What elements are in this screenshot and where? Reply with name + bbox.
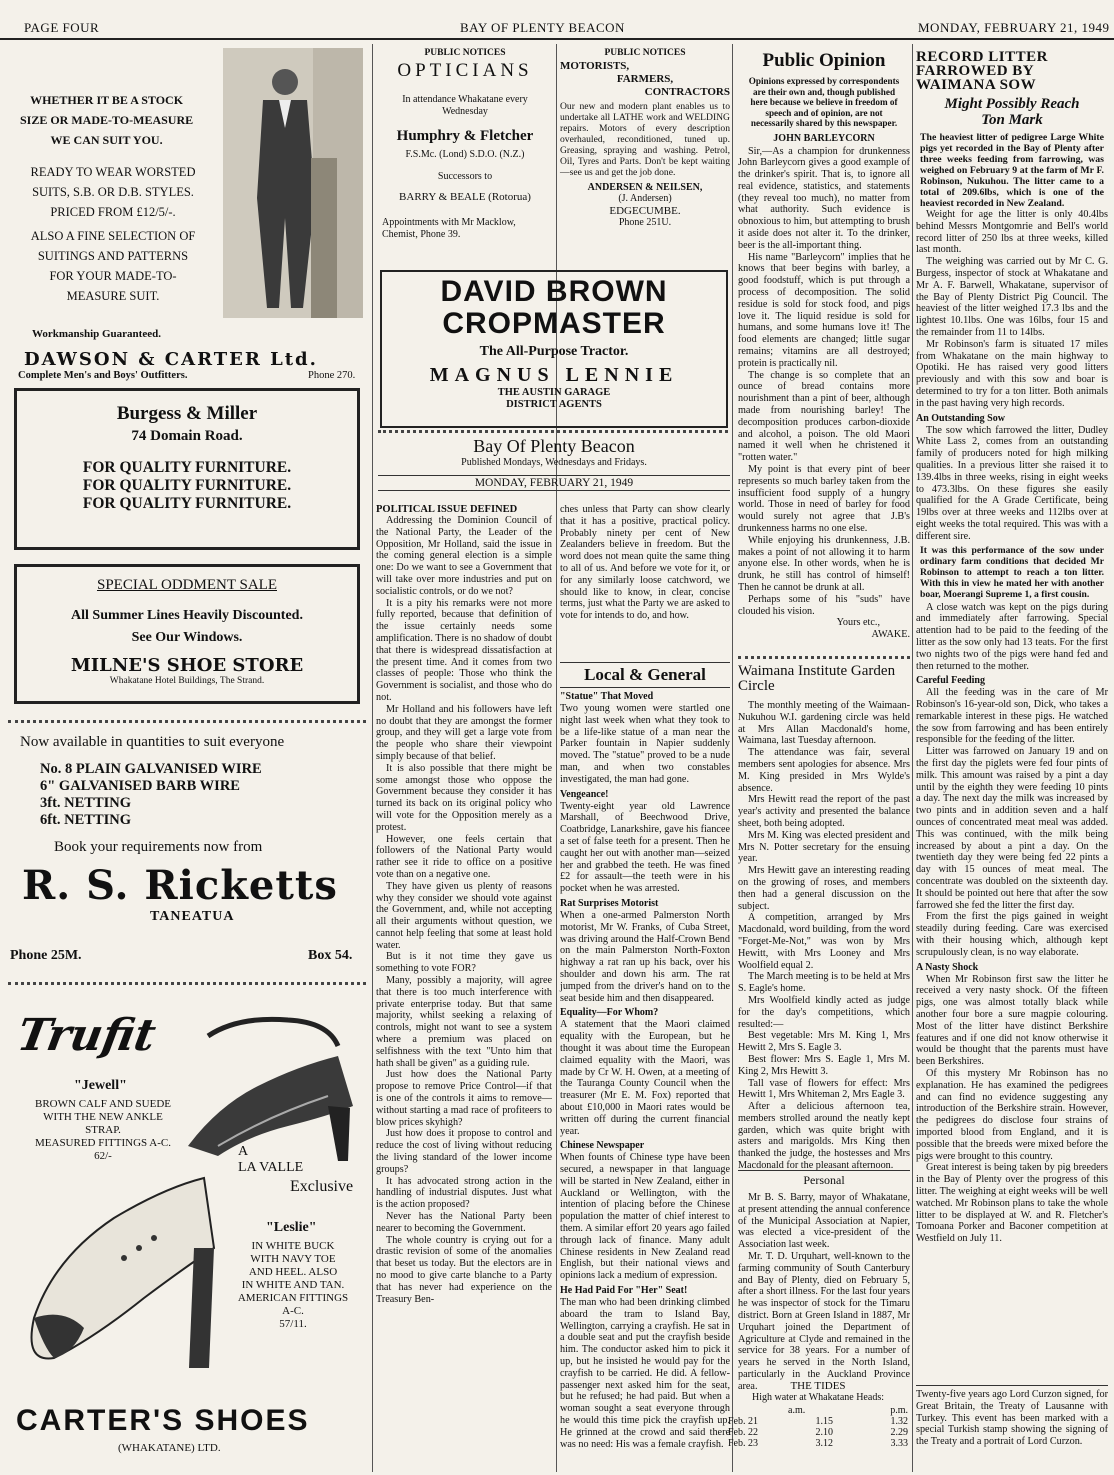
ricketts-logo: R. S. Ricketts [22,862,338,909]
ad-text: Complete Men's and Boys' Outfitters. [18,370,188,381]
paragraph: The weighing was carried out by Mr C. G. Burgess, inspector of stock at Whakatane and Mr A. F. Barwell, Whakatane, supervisor of the Bay of Plenty District Pig Council. The heaviest of the litter weighed 17.3 lbs and the lightest 10.1lbs. One was 16lbs, four 15 and the remainder from 11 to 14lbs. [916,256,1108,338]
table-title: THE TIDES [790,1380,846,1392]
paragraph: Many, possibly a majority, will agree that there is too much interference with private enterprise today. But that same majority, whilst seeking a relaxing of controls, might not want to see a system where a premium was placed on selfishness with the text "Unto him that hath shall be given" as a guiding rule. [376,975,552,1069]
paragraph: Great interest is being taken by pig breeders in the Bay of Plenty over the progress of this litter. The weighing at eight weeks will be well watched. Mr Robinson plans to take the whole litter to be displayed at W. and R. Fletcher's Tomoana Porker and Baconer competition at Westfield on July 11. [916,1162,1108,1245]
notice-title: FARMERS, [616,73,674,85]
ad-text: ALSO A FINE SELECTION OF [30,229,196,243]
notice-firm: Humphry & Fletcher [396,128,534,144]
section-title: Public Opinion [762,50,886,71]
paragraph: Sir,—As a champion for drunkenness John Barleycorn gives a good example of the drinker's spirit. That is, to ignore all real evidence, statistics, and statements (they reveal too much), no matter from what authority. Such evidence is obnoxious to him, but attempting to brush it aside does not alter it. To the drinker, beer is the all-important thing. [738,145,910,251]
paragraph: Of this mystery Mr Robinson has no explanation. He has examined the pedigrees and can find no evidence suggesting any introduction of the Berkshire strain. However, the pedigrees do disclose four strains of imported blood from England, and it is possible that the breeds were mixed before the pigs were brought to this country. [916,1068,1108,1162]
paragraph: From the first the pigs gained in weight steadily during feeding. Care was exercised with their housing which, although kept scrupulously clean, is no way elaborate. [916,911,1108,958]
ad-text: WITH THE NEW ANKLE [43,1111,163,1123]
product-line: No. 8 PLAIN GALVANISED WIRE [40,761,262,777]
table-row [726,1438,910,1449]
ad-text: FOR YOUR MADE-TO- [49,269,177,283]
ad-text: The All-Purpose Tractor. [479,344,629,359]
table-row [726,1427,910,1438]
ricketts-ad [8,730,366,980]
ad-text: IN WHITE BUCK [251,1240,335,1252]
ad-phone: Phone 25M. [10,948,82,963]
tide-date: Feb. 23 [728,1438,758,1449]
ad-text: SUITS, S.B. OR D.B. STYLES. [32,185,194,199]
notice-text: Appointments with Mr Macklow, Chemist, Phone 39. [382,217,516,240]
dawson-carter-ad [8,44,366,381]
column-header: a.m. [788,1405,806,1416]
item-body: When a one-armed Palmerston North motorist, Mr W. Franks, of Cuba Street, was driving around the Half-Crown Bend on the main Palmerston North-Foxton highway a rat ran up his back, over his shoulder and down his arm. The rat jumped from the driver's hand on to the seat beside him and then disappeared. [560,909,730,1004]
ad-box: Box 54. [308,948,353,963]
masthead-date: MONDAY, FEBRUARY 21, 1949 [378,475,730,491]
ad-address: 74 Domain Road. [131,428,243,444]
item-body: Twenty-eight year old Lawrence Marshall, of Beechwood Drive, Coatbridge, Lanarkshire, gave his fiancee a set of false teeth for a present. Then he caught her out with another man—seized her and grabbed the teeth. He was fined £2 for assault—the teeth were in his pocket when he was arrested. [560,800,730,895]
dawson-carter-logo: DAWSON & CARTER Ltd. [24,349,318,370]
paragraph: Mr. T. D. Urquhart, well-known to the farming community of South Canterbury and Bay of Plenty, died on February 5, after a short illness. For the last four years he was inspector of stock for the Timaru district. Born at Green Island in 1887, Mr Urquhart joined the Department of Agriculture at Clyde and remained in the service for 38 years. For a number of years he served in the North Island, particularly in the Auckland Province area. [738,1250,910,1392]
ad-title: CROPMASTER [442,307,666,340]
paragraph: Mrs M. King was elected president and Mrs N. Potter secretary for the ensuing year. [738,829,910,865]
article-title: RECORD LITTER FARROWED BY WAIMANA SOW [916,49,1048,93]
ad-text: WHETHER IT BE A STOCK [30,93,184,107]
ad-text: STRAP. [85,1124,121,1136]
ad-address: Whakatane Hotel Buildings, The Strand. [109,676,265,686]
tides-table [726,1380,910,1472]
notice-text: F.S.Mc. (Lond) S.D.O. (N.Z.) [405,149,525,160]
paragraph: Mr Robinson's farm is situated 17 miles from Whakatane on the main highway to Opotiki. He has raised very good litters previously and with this sow and boar is determined to try for a ton litter. Both animals in the past having very high records. [916,338,1108,409]
item-heading: "Statue" That Moved [560,691,654,702]
product-line: 6" GALVANISED BARB WIRE [40,778,240,794]
paragraph: Best flower: Mrs S. Eagle 1, Mrs M. King 2, Mrs Hewitt 3. [738,1053,910,1077]
item-heading: Rat Surprises Motorist [560,897,659,909]
ad-text: WE CAN SUIT YOU. [50,133,163,147]
paragraph: Addressing the Dominion Council of the National Party, the Leader of the Opposition, Mr Holland, said the issue in the coming general election is a simple one: Do we want to see a Government that will take over more industries and put on socialistic controls, or do we not? [376,515,552,597]
item-body: A statement that the Maori claimed equality with the European, but he thought it was about time the European claimed equality with the Maori, was made by Cr W. H. Owen, at a meeting of the Tauranga County Council when the treasurer (Mr E. M. Fox) reported that about £10,000 in Maori rates would be written off during the current financial year. [560,1019,730,1137]
ad-text: DISTRICT AGENTS [506,399,602,410]
ad-title: Burgess & Miller [116,403,258,424]
ad-text: MEASURED FITTINGS A-C. [35,1137,171,1149]
david-brown-ad [380,270,728,428]
opticians-notice [378,48,552,268]
paragraph: All the feeding was in the care of Mr Robinson's 16-year-old son, Dick, who takes a remarkable interest in these pigs. He watched the sow from farrowing and has been entirely responsible for the feeding of the litter. [916,687,1108,746]
ad-text: THE AUSTIN GARAGE [497,387,611,398]
burgess-miller-ad [14,388,360,550]
paragraph: The attendance was fair, several members sent apologies for absence. Mrs M. King presided in Mrs Wylde's absence. [738,747,910,794]
product-line: 3ft. NETTING [40,795,132,811]
paragraph: Litter was farrowed on January 19 and on the first day the piglets were fed four pints of milk. This amount was raised by a pint a day until by the eighth they were feeding 10 pints a day. The next day the milk was increased by two pints and in addition seven and a half ounces of concentrated meat meal was added. This was continued, with the milk being increased by about a pint a day. On the twentieth day they were being fed 22 pints a day with 15 ounces of meat meal. The concentrate was doubled on the sixteenth day. It should be pointed out here that after the sow farrowed she fed the litter the first day. [916,746,1108,911]
political-article [376,504,552,1472]
ad-agent: MAGNUS LENNIE [429,364,679,386]
paragraph: After a delicious afternoon tea, members strolled around the neatly kept garden, which was quite bright with asters and marigolds. Mrs King then thanked the judge, the hostesses and Mrs Macdonald for the pleasant afternoon. [738,1101,910,1172]
page-number: PAGE FOUR [24,20,100,35]
notice-text: Phone 251U. [618,217,672,228]
ad-title: DAVID BROWN [440,275,668,308]
ad-text: WITH NAVY TOE [250,1253,336,1265]
article-text: It was this performance of the sow under ordinary farm conditions that decided Mr Robinson to attempt to reach a ton litter. With this in view he mated her with another boar, Moerangi Supreme 1, a first cousin. [920,544,1104,600]
subhead: Careful Feeding [916,675,985,687]
ad-text: FOR QUALITY FURNITURE. [82,459,292,476]
carters-shoes-logo: CARTER'S SHOES [16,1404,310,1437]
paragraph: Mr Holland and his followers have left no doubt that they are amongst the former group, and they will get a large vote from the people who share their viewpoint simply because of that belief. [376,703,552,762]
paragraph: Never has the National Party been nearer to becoming the Government. [376,1211,552,1234]
notice-text: (J. Andersen) [618,193,672,204]
tide-date: Feb. 21 [728,1416,758,1427]
paragraph: Tall vase of flowers for effect: Mrs Hewitt 1, Mrs Whiteman 2, Mrs Eagle 3. [738,1077,910,1101]
notice-text: Successors to [437,171,493,182]
paragraph: Mr B. S. Barry, mayor of Whakatane, at present attending the annual conference of the Municipal Association at Napier, was elected a vice-president of the Association last week. [738,1192,910,1251]
ad-text: See Our Windows. [131,630,243,645]
item-heading: He Had Paid For "Her" Seat! [560,1285,688,1297]
column-header: p.m. [890,1405,908,1416]
ad-text: MEASURE SUIT. [66,289,160,303]
letter-body [738,146,910,618]
paragraph: The sow which farrowed the litter, Dudley White Lass 2, comes from an outstanding family of producers noted for high milking qualities. In a previous litter she raised it to 139.4lbs in three weeks, rising in eight weeks to 473.3lbs. On these figures she easily qualified for the A Grade Certificate, being 19lbs over at three weeks and 112lbs over at eight weeks the total required. This was with a different sire. [916,424,1108,542]
item-body: Two young women were startled one night last week when what they took to be a life-like statue of a man near the Parker fountain in Napier suddenly moved. The "statue" proved to be a nude man, and when two constables investigated, the man had gone. [560,703,730,785]
local-general-section [560,662,730,1472]
ad-text: AND HEEL. ALSO [248,1266,338,1278]
tide-pm: 3.33 [890,1438,908,1449]
product-line: 6ft. NETTING [40,812,132,828]
notice-title: OPTICIANS [397,60,533,81]
masthead [378,436,730,498]
paragraph: It is also possible that there might be some amongst those who oppose the Government because they consider it has turned its back on its original policy who will vote for the Opposition merely as a protest. [376,762,552,833]
table-row [726,1416,910,1427]
shoe-name: "Jewell" [74,1078,127,1093]
ad-text: All Summer Lines Heavily Discounted. [71,608,303,623]
notice-text: Our new and modern plant enables us to undertake all LATHE work and WELDING repairs. Motors of every description overhauled, reconditioned, tuned up. Greasing, spraying and washing. Petrol, Oil, Tyres and Parts. Don't be kept waiting—see us and get the job done. [560,101,730,178]
article-body [738,700,910,1172]
public-opinion-section [738,50,910,654]
section-title: Local & General [560,662,730,688]
paragraph: Just how does the National Party propose to remove Price Control—if that is one of the controls it aims to remove—without starting a mad race of profiteers to blow prices skyhigh? [376,1069,552,1128]
article-body: ches unless that Party can show clearly that it has a positive, practical policy. Probably ninety per cent of New Zealanders believe in freedom. But the word does not mean quite the same thing to all of us. And before we vote for it, or for any similarly loose catchword, we should like to know, in clear, concise terms, just what the Party we are asked to vote for intends to do, and how. [560,504,730,622]
page-header [0,0,1114,40]
paragraph: However, one feels certain that followers of the National Party would rather see it ride to office on a positive vote than on a negative one. [376,833,552,880]
ad-text: A-C. [282,1305,304,1317]
article-lead: The heaviest litter of pedigree Large White pigs yet recorded in the Bay of Plenty after three weeks feeding from farrowing, was weighed on February 9 at the farm of Mr F. Robinson, Nukuhou. The litter came to a total of 209.6lbs, which is one of the heaviest recorded in New Zealand. [920,132,1104,209]
tide-pm: 2.29 [890,1427,908,1438]
paragraph: A close watch was kept on the pigs during and immediately after farrowing. Special attention had to be paid to the feeding of the litter as the sow only had 13 teats. For the first two nights two of the pigs were hand fed and then returned to the mother. [916,601,1108,672]
tide-pm: 1.32 [890,1416,908,1427]
curzon-note [916,1385,1108,1471]
paragraph: Mrs Woolfield kindly acted as judge for the day's competitions, which resulted:— [738,994,910,1030]
paragraph: Weight for age the litter is only 40.4lbs behind Messrs Montgomrie and Bell's world record litter of 250 lbs at three weeks, killed last month. [916,209,1108,256]
letter-signature: AWAKE. [871,629,910,641]
paragraph: A competition, arranged by Mrs Macdonald, word building, from the word "Forget-Me-Not," was won by Mrs Hewitt, with Mrs Looney and Mrs Woolfield equal 2. [738,912,910,971]
section-title: Personal [738,1170,910,1188]
notice-text: EDGECUMBE. [609,205,681,217]
ad-text: Workmanship Guaranteed. [32,328,161,340]
ad-logo: MILNE'S SHOE STORE [70,655,304,676]
ad-text: FOR QUALITY FURNITURE. [82,477,292,494]
item-heading: Chinese Newspaper [560,1140,645,1152]
masthead-text: Published Mondays, Wednesdays and Fridays. [461,457,647,468]
item-heading: Equality—For Whom? [560,1007,659,1019]
article-body [738,1192,910,1393]
paragraph: Mrs Hewitt read the report of the past year's activity and presented the balance sheet, both being adopted. [738,794,910,829]
notice-label: PUBLIC NOTICES [424,48,506,58]
item-heading: Vengeance! [560,788,609,800]
article-title: POLITICAL ISSUE DEFINED [376,504,518,515]
article-text: Twenty-five years ago Lord Curzon signed, for Great Britain, the Treaty of Lausanne with Turkey. This event has been marked with a special Turkish stamp showing the signing of the Treaty and a portrait of Lord Curzon. [916,1385,1108,1448]
notice-label: PUBLIC NOTICES [604,48,686,58]
paragraph: Best vegetable: Mrs M. King 1, Mrs Hewitt 2, Mrs S. Eagle 3. [738,1030,910,1054]
paragraph: My point is that every pint of beer represents so much barley taken from the insufficient food supply of a hungry world. Those in need of barley for food would surely not agree that J.B's drunkenness harms no one else. [738,464,910,534]
article-subtitle: Might Possibly Reach Ton Mark [944,96,1080,128]
notice-title: MOTORISTS, [560,60,630,72]
table-subtitle: High water at Whakatane Heads: [752,1392,884,1403]
jewell-shoe-illustration [178,996,363,1166]
paragraph: While enjoying his drunkenness, J.B. makes a point of not allowing it to harm anyone else. In other words, when he is drunk, he still has control of himself! Then he cannot be drunk at all. [738,534,910,593]
ad-text: READY TO WEAR WORSTED [30,165,196,179]
paragraph: When Mr Robinson first saw the litter he received a very nasty shock. Of the fifteen pigs, one was almost totally black while another four bore a sure magpie colouring. Most of the litter have distinct Berkshire features and if one did not know otherwise it would be thought that the parents must have been Berkshires. [916,973,1108,1068]
paragraph: Perhaps some of his "suds" have clouded his vision. [738,593,910,617]
notice-text: BARRY & BEALE (Rotorua) [399,191,531,203]
paragraph: It has advocated strong action in the handling of industrial disputes. Just what is the action proposed? [376,1175,552,1211]
la-valle-logo: LA VALLE [238,1160,304,1175]
letter-subject: JOHN BARLEYCORN [773,132,875,144]
waimana-garden-circle [738,663,910,1172]
ad-text: Exclusive [290,1178,354,1195]
subhead: A Nasty Shock [916,961,979,973]
article-title: Waimana Institute Garden Circle [738,663,896,694]
tide-am: 1.15 [815,1416,833,1427]
man-in-suit-illustration [223,48,363,318]
ad-text: FOR QUALITY FURNITURE. [82,495,292,512]
notice-text: In attendance Whakatane every Wednesday [402,94,528,117]
ad-text: Book your requirements now from [54,839,263,855]
ad-text: BROWN CALF AND SUEDE [35,1098,171,1110]
milnes-shoe-store-ad [14,564,360,704]
item-body: The man who had been drinking climbed aboard the tram to Island Bay, Wellington, carrying a crayfish. He sat in a double seat and put the crayfish beside him. The conductor asked him to pick it up, but he insisted he would pay for the crayfish to be carried. He did. A fellow-passenger next asked him for the seat, but he refused; he had paid. But when a woman sought a seat everyone through he would this time pick the crayfish up. He grinned at the crowd and said there was no need: His was a female crayfish. [560,1297,730,1450]
paragraph: They have given us plenty of reasons why they consider we should vote against the Government, and, while not accepting all their arguments without question, we cannot help feeling that some at least hold water. [376,880,552,951]
ad-phone: Phone 270. [308,370,356,381]
notice-firm: ANDERSEN & NEILSEN, [587,182,703,193]
record-litter-article [916,50,1108,1472]
letter-signoff: Yours etc., [836,617,880,629]
article-body [376,515,552,1305]
ads-column [8,44,366,1472]
ad-price: 62/- [94,1150,112,1162]
paragraph: Mrs Hewitt gave an interesting reading on the growing of roses, and members then had a general discussion on the subject. [738,865,910,912]
motorists-notice [560,48,730,268]
political-article-continued [560,504,730,640]
masthead-title: Bay Of Plenty Beacon [473,436,635,456]
trufit-logo: Trufit [13,1010,160,1061]
paragraph: His name "Barleycorn" implies that he knows that beer begins with barley, a good foodstuff, which is put through a process of decomposition. The solid residue is sold for stock food, and pigs love it. The liquid residue is sold for humans, and some humans love it! The food elements are changed; little sugar remains; vitamins are all destroyed; protein is practically nil. [738,251,910,369]
paper-name: BAY OF PLENTY BEACON [460,20,625,35]
tide-am: 2.10 [815,1427,833,1438]
issue-date: MONDAY, FEBRUARY 21, 1949 [918,20,1110,35]
ad-text: AMERICAN FITTINGS [237,1292,349,1304]
ad-text: SIZE OR MADE-TO-MEASURE [20,113,194,127]
paragraph: It is a pity his remarks were not more fully reported, because that definition of the issue certainly needs some amplification. There is no shadow of doubt that there is widespread dissatisfaction at the present time. And it comes from two classes of people: Those who think the Government is socialist, and those who do not. [376,597,552,703]
ad-text: A [238,1144,249,1159]
carters-shoes-ad [8,992,366,1470]
ad-text: IN WHITE AND TAN. [241,1279,345,1291]
ad-text: SUITINGS AND PATTERNS [37,249,189,263]
ad-text: (WHAKATANE) LTD. [118,1442,221,1454]
ad-text: PRICED FROM £12/5/-. [50,205,176,219]
item-body: When founts of Chinese type have been secured, a newspaper in that language will be started in New Zealand, either in Auckland or Wellington, with the intention of placing before the Chinese population the matter of chief interest to them. A similar effort 20 years ago failed through lack of finance. Many adult Chinese residents in New Zealand read English, but their national views and opinions lack a medium of expression. [560,1152,730,1282]
paragraph: The monthly meeting of the Waimaan-Nukuhou W.I. gardening circle was held at Mrs Allan Macdonald's home, Waimana, last Tuesday afternoon. [738,700,910,747]
ad-text: Now available in quantities to suit everyone [20,734,285,750]
paragraph: Just how does it propose to control and reduce the cost of living without reducing the living standard of the lower income groups? [376,1128,552,1175]
paragraph: The March meeting is to be held at Mrs S. Eagle's home. [738,971,910,995]
editorial-note: Opinions expressed by correspondents are their own and, though published here because we believe in freedom of speech and of opinion, are not necessarily shared by this newspaper. [748,76,900,128]
ad-price: 57/11. [279,1318,307,1330]
ad-address: TANEATUA [150,909,235,924]
paragraph: The whole country is crying out for a drastic revision of some of the anomalies that beset us today. But the electors are in no mood to give carte blanche to a Party that has never had experience on the Treasury Ben- [376,1234,552,1305]
subhead: An Outstanding Sow [916,412,1005,424]
shoe-name: "Leslie" [266,1220,317,1235]
paragraph: But is it not time they gave us something to vote FOR? [376,951,552,975]
notice-title: CONTRACTORS [644,86,730,98]
tide-am: 3.12 [815,1438,833,1449]
leslie-shoe-illustration [14,1168,234,1398]
ad-title: SPECIAL ODDMENT SALE [96,577,277,593]
tide-date: Feb. 22 [728,1427,758,1438]
paragraph: The change is so complete that an ounce of bread contains more nourishment than a pint of beer, although made from nourishing barley! The decomposition produces carbon-dioxide and alcohol, a poison. The old Maori named it well when he christened it "rotten water." [738,369,910,464]
